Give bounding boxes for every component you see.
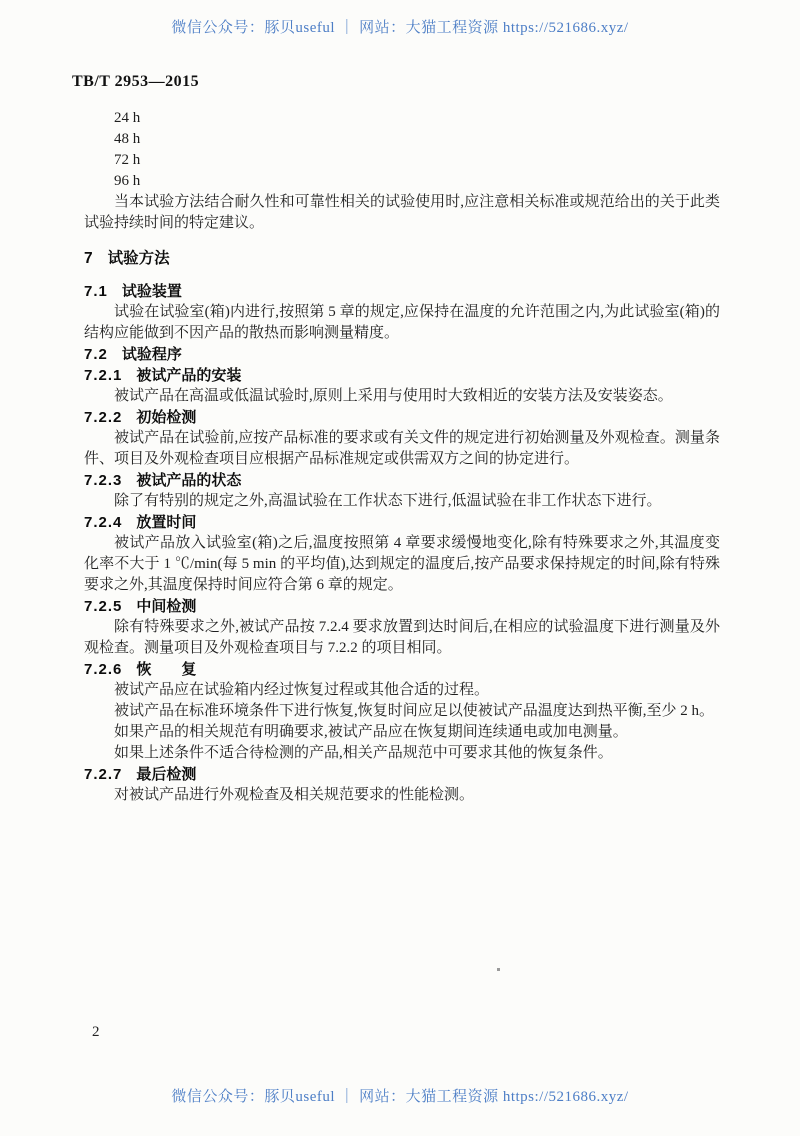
section-title-7-2-3: 被试产品的状态 <box>136 472 242 489</box>
section-body-7-2-3: 除了有特别的规定之外,高温试验在工作状态下进行,低温试验在非工作状态下进行。 <box>114 493 662 509</box>
section-title-7-2-1: 被试产品的安装 <box>136 367 242 384</box>
section-number-7-2-6: 7.2.6 <box>84 661 123 678</box>
duration-item-48h: 48 h <box>114 131 141 147</box>
duration-item-24h: 24 h <box>114 110 141 126</box>
chapter-number: 7 <box>84 250 94 267</box>
intro-paragraph: 当本试验方法结合耐久性和可靠性相关的试验使用时,应注意相关标准或规范给出的关于此类试验持续时间的特定建议。 <box>84 194 720 231</box>
section-title-7-2-6: 恢 复 <box>136 661 197 678</box>
section-title-7-1: 试验装置 <box>121 283 182 300</box>
section-number-7-2: 7.2 <box>84 346 108 363</box>
section-body-7-2-5: 除有特殊要求之外,被试产品按 7.2.4 要求放置到达时间后,在相应的试验温度下进行测量及外观检查。测量项目及外观检查项目与 7.2.2 的项目相同。 <box>84 619 720 656</box>
section-body-7-2-6-para-4: 如果上述条件不适合待检测的产品,相关产品规范中可要求其他的恢复条件。 <box>114 745 613 761</box>
standard-number: TB/T 2953—2015 <box>72 73 200 90</box>
section-body-7-2-6-para-2: 被试产品在标准环境条件下进行恢复,恢复时间应足以使被试产品温度达到热平衡,至少 2 h。 <box>114 703 715 719</box>
section-heading-7-2-6 <box>84 659 720 680</box>
section-heading-7-2-2 <box>84 407 720 428</box>
scan-artifact-speck <box>497 968 500 971</box>
section-number-7-2-5: 7.2.5 <box>84 598 123 615</box>
section-heading-7-2-5 <box>84 596 720 617</box>
section-heading-7-2 <box>84 344 720 365</box>
chapter-title: 试验方法 <box>107 250 170 267</box>
section-number-7-2-3: 7.2.3 <box>84 472 123 489</box>
section-title-7-2-2: 初始检测 <box>136 409 197 426</box>
section-body-7-2-1: 被试产品在高温或低温试验时,原则上采用与使用时大致相近的安装方法及安装姿态。 <box>114 388 673 404</box>
section-body-7-2-6-para-1: 被试产品应在试验箱内经过恢复过程或其他合适的过程。 <box>114 682 490 698</box>
duration-item-96h: 96 h <box>114 173 141 189</box>
duration-item-72h: 72 h <box>114 152 141 168</box>
section-heading-7-2-3 <box>84 470 720 491</box>
section-number-7-2-2: 7.2.2 <box>84 409 123 426</box>
section-body-7-1: 试验在试验室(箱)内进行,按照第 5 章的规定,应保持在温度的允许范围之内,为此试验室(箱)的结构应能做到不因产品的散热而影响测量精度。 <box>84 304 720 341</box>
section-body-7-2-6-para-3: 如果产品的相关规范有明确要求,被试产品应在恢复期间连续通电或加电测量。 <box>114 724 628 740</box>
watermark-header-text: 微信公众号：豚贝useful ｜ 网站：大猫工程资源 https://521686.xyz/ <box>171 20 629 36</box>
section-heading-7-2-4 <box>84 512 720 533</box>
section-number-7-2-7: 7.2.7 <box>84 766 123 783</box>
watermark-header <box>0 16 800 37</box>
watermark-footer-text: 微信公众号：豚贝useful ｜ 网站：大猫工程资源 https://521686.xyz/ <box>171 1089 629 1105</box>
section-body-7-2-7: 对被试产品进行外观检查及相关规范要求的性能检测。 <box>114 787 475 803</box>
section-heading-7-2-1 <box>84 365 720 386</box>
page-number: 2 <box>92 1024 100 1040</box>
section-body-7-2-2: 被试产品在试验前,应按产品标准的要求或有关文件的规定进行初始测量及外观检查。测量条件、项目及外观检查项目应根据产品标准规定或供需双方之间的协定进行。 <box>84 430 720 467</box>
chapter-heading-7 <box>84 248 720 269</box>
section-body-7-2-4: 被试产品放入试验室(箱)之后,温度按照第 4 章要求缓慢地变化,除有特殊要求之外,其温度变化率不大于 1 ℃/min(每 5 min 的平均值),达到规定的温度后,按产品要求保持规定的时间,除有特殊要求之外,其温度保持时间应符合第 6 章的规定。 <box>84 535 720 593</box>
watermark-footer <box>0 1085 800 1106</box>
section-title-7-2-7: 最后检测 <box>136 766 197 783</box>
section-title-7-2-4: 放置时间 <box>136 514 197 531</box>
document-body <box>84 108 720 806</box>
section-heading-7-1 <box>84 281 720 302</box>
section-title-7-2: 试验程序 <box>121 346 182 363</box>
section-heading-7-2-7 <box>84 764 720 785</box>
section-title-7-2-5: 中间检测 <box>136 598 197 615</box>
duration-list <box>84 108 720 192</box>
section-number-7-2-4: 7.2.4 <box>84 514 123 531</box>
section-number-7-1: 7.1 <box>84 283 108 300</box>
section-number-7-2-1: 7.2.1 <box>84 367 123 384</box>
